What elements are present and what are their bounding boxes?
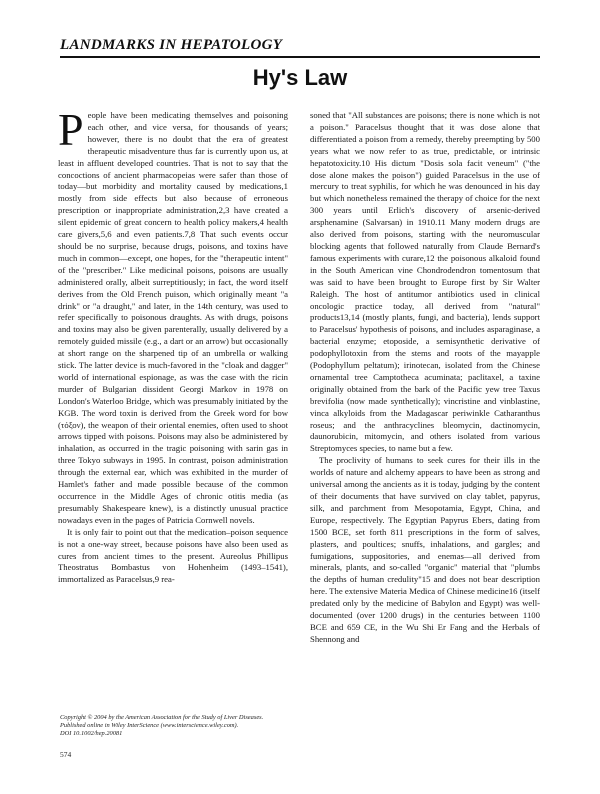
left-column (58, 110, 288, 710)
paragraph (58, 110, 288, 527)
doi-line: DOI 10.1002/hep.20081 (60, 730, 123, 738)
paragraph: soned that "All substances are poisons; there is none which is not a poison." Paracelsus thought that it was dose alone that differentiated a poison from a remedy, thereby preempting by 500 years what we now refer to as true, predictable, or intrinsic hepatotoxicity.10 His dictum "Dosis sola facit veneum" ("the dose alone makes the poison") guided Paracelsus in the use of mercury to treat syphilis, for which he was denounced in his day but which nonetheless remained the therapy of choice for the next 300 years until Erlich's discovery of arsenic-derived arsphenamine (Salvarsan) in 1910.11 Many modern drugs are also derived from poisons, starting with the neuromuscular blocking agents that followed naturally from Claude Bernard's famous experiments with curare,12 the poisonous alkaloid found in the South American vine Chondrodendron tomentosum that was said to have been brought to Europe first by Sir Walter Raleigh. The host of antitumor antibiotics used in clinical oncologic practice today, all derived from "natural" products13,14 (mostly plants, fungi, and bacteria), lends support to Paracelsus' hypothesis of poisons, and includes asparaginase, a bacterial enzyme; etoposide, a semisynthetic derivative of podophyllotoxin from the stems and roots of the mayapple (Podophyllum peltatum); irinotecan, isolated from the Chinese ornamental tree Camptotheca acuminata; paclitaxel, a taxine originally obtained from the bark of the Pacific yew tree Taxus brevifolia (now made synthetically); vincristine and vinblastine, vinca alkyloids from the Madagascar periwinkle Catharanthus roseus; and the anthracyclines bleomycin, dactinomycin, daunorubicin, mitomycin, and others isolated from various Streptomyces species, to name but a few. (310, 110, 540, 454)
right-column (310, 110, 540, 710)
copyright-line: Copyright © 2004 by the American Association for the Study of Liver Diseases. (60, 714, 264, 721)
copyright-footnote (60, 714, 292, 739)
page-number: 574 (60, 750, 72, 759)
paragraph: It is only fair to point out that the medication–poison sequence is not a one-way street, because poisons have also been used as cures from ancient times to the present. Aureolus Phillipus Theostratus Bombastus von Hohenheim (1493–1541), immortalized as Paracelsus,9 rea- (58, 526, 288, 585)
publisher-line: Published online in Wiley InterScience (www.interscience.wiley.com). (60, 722, 239, 730)
section-label: LANDMARKS IN HEPATOLOGY (60, 36, 540, 58)
drop-cap: P (58, 110, 84, 155)
article-title: Hy's Law (252, 65, 348, 90)
paragraph: The proclivity of humans to seek cures for their ills in the worlds of nature and alchemy appears to have been as strong and universal among the ancients as it is today, judging by the content of their documents that have survived on clay tablet, papyrus, silk, and parchment from Mesopotamia, Egypt, China, and Europe, respectively. The Egyptian Papyrus Ebers, dating from 1500 BCE, set forth 811 prescriptions in the form of salves, plasters, and poultices; snuffs, inhalations, and gargles; and fumigations, suppositories, and enemas—all derived from minerals, plants, and so-called "organic" material that "plumbs the depths of human credulity"15 and does not bear description here. The extensive Materia Medica of Chinese medicine16 (itself predated only by the medicine of Babylon and Egypt) was well-documented (over 1200 drugs) in the centuries between 1100 BCE and 659 CE, in the Wu Shi Er Fang and the Herbals of Shennong and (310, 455, 540, 644)
paragraph-text: eople have been medicating themselves and poisoning each other, and vice versa, for thousands of years; however, there is no doubt that the era of greatest therapeutic misadventure thus far is currently upon us, at least in affluent developed countries. That is not to say that the concoctions of ancient pharmacopeias were safer than those of today—but morbidity and mortality caused by medications,1 mostly from side effects but also because of erroneous prescription or inappropriate administration,2,3 have created a silent epidemic of great concern to health policy makers,4 health care givers,5,6 and even patients.7,8 That such events occur should be no surprise, because drugs, poisons, and toxins have much in common—except, one hopes, for the "therapeutic intent" of the "prescriber." Like medicinal poisons, poisons are usually administered orally, albeit surreptitiously; in fact, the word itself derives from the Old French puison, which originally meant "a drink" or "a draught," and later, in the 14th century, was used to refer specifically to poisonous draughts. As with drugs, poisons and toxins may also be given parenterally, usually delivered by a remotely guided missile (e.g., a dart or an arrow) but occasionally at short range on the sharpened tip of an umbrella or walking stick. The latter device is much-favored in the "cloak and dagger" world of international espionage, as was the case with the ricin murder of Bulgarian dissident Georgi Markov in 1978 on London's Waterloo Bridge, which was presumably initiated by the KGB. The word toxin is derived from the Greek word for bow (τόξον), the weapon of their oriental enemies, often used to shoot arrows tipped with poisons. Poisons may also be administered by inhalation, as occurred in the tragic poisoning with sarin gas in three Tokyo subways in 1995. In contrast, poison administration through the external ear, which was exhibited in the murder of Hamlet's father and made possible because of the common occurrence in the Middle Ages of chronic otitis media (as presumably Shakespeare knew), is a distinctly unusual practice nowadays even in the pages of Patricia Cornwell novels. (58, 110, 288, 525)
